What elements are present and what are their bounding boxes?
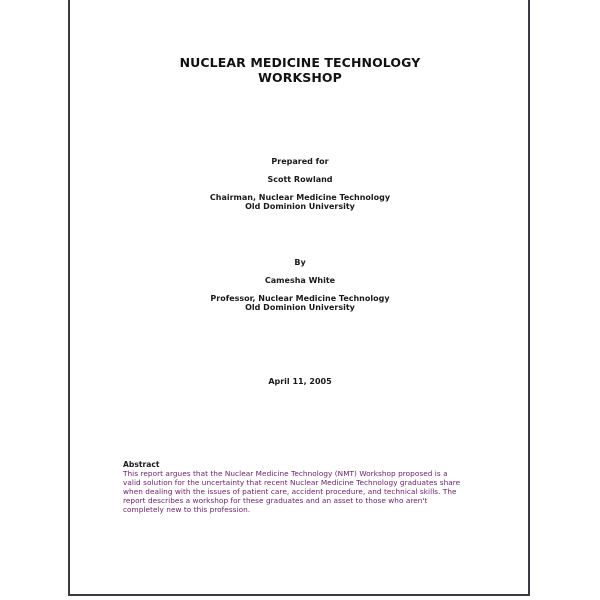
abstract-section	[123, 460, 483, 514]
title-line-2: WORKSHOP	[258, 70, 342, 85]
abstract-line: valid solution for the uncertainty that recent Nuclear Medicine Technology graduates share	[123, 478, 461, 487]
recipient-institution: Old Dominion University	[245, 202, 355, 211]
title-line-1: NUCLEAR MEDICINE TECHNOLOGY	[179, 55, 421, 70]
author-institution: Old Dominion University	[245, 303, 355, 312]
author-name: Camesha White	[264, 276, 336, 285]
recipient-name: Scott Rowland	[267, 175, 333, 184]
author-position: Professor, Nuclear Medicine Technology	[210, 294, 390, 303]
abstract-line: This report argues that the Nuclear Medicine Technology (NMT) Workshop proposed is a	[123, 469, 448, 478]
document-title	[0, 55, 600, 85]
abstract-heading: Abstract	[123, 460, 160, 469]
by-label: By	[294, 258, 306, 267]
prepared-for-label: Prepared for	[271, 157, 329, 166]
abstract-line: completely new to this profession.	[123, 505, 251, 514]
report-date: April 11, 2005	[268, 377, 332, 386]
abstract-line: report describes a workshop for these graduates and an asset to those who aren't	[123, 496, 428, 505]
recipient-position: Chairman, Nuclear Medicine Technology	[209, 193, 391, 202]
abstract-line: when dealing with the issues of patient care, accident procedure, and technical skills. The	[123, 487, 457, 496]
